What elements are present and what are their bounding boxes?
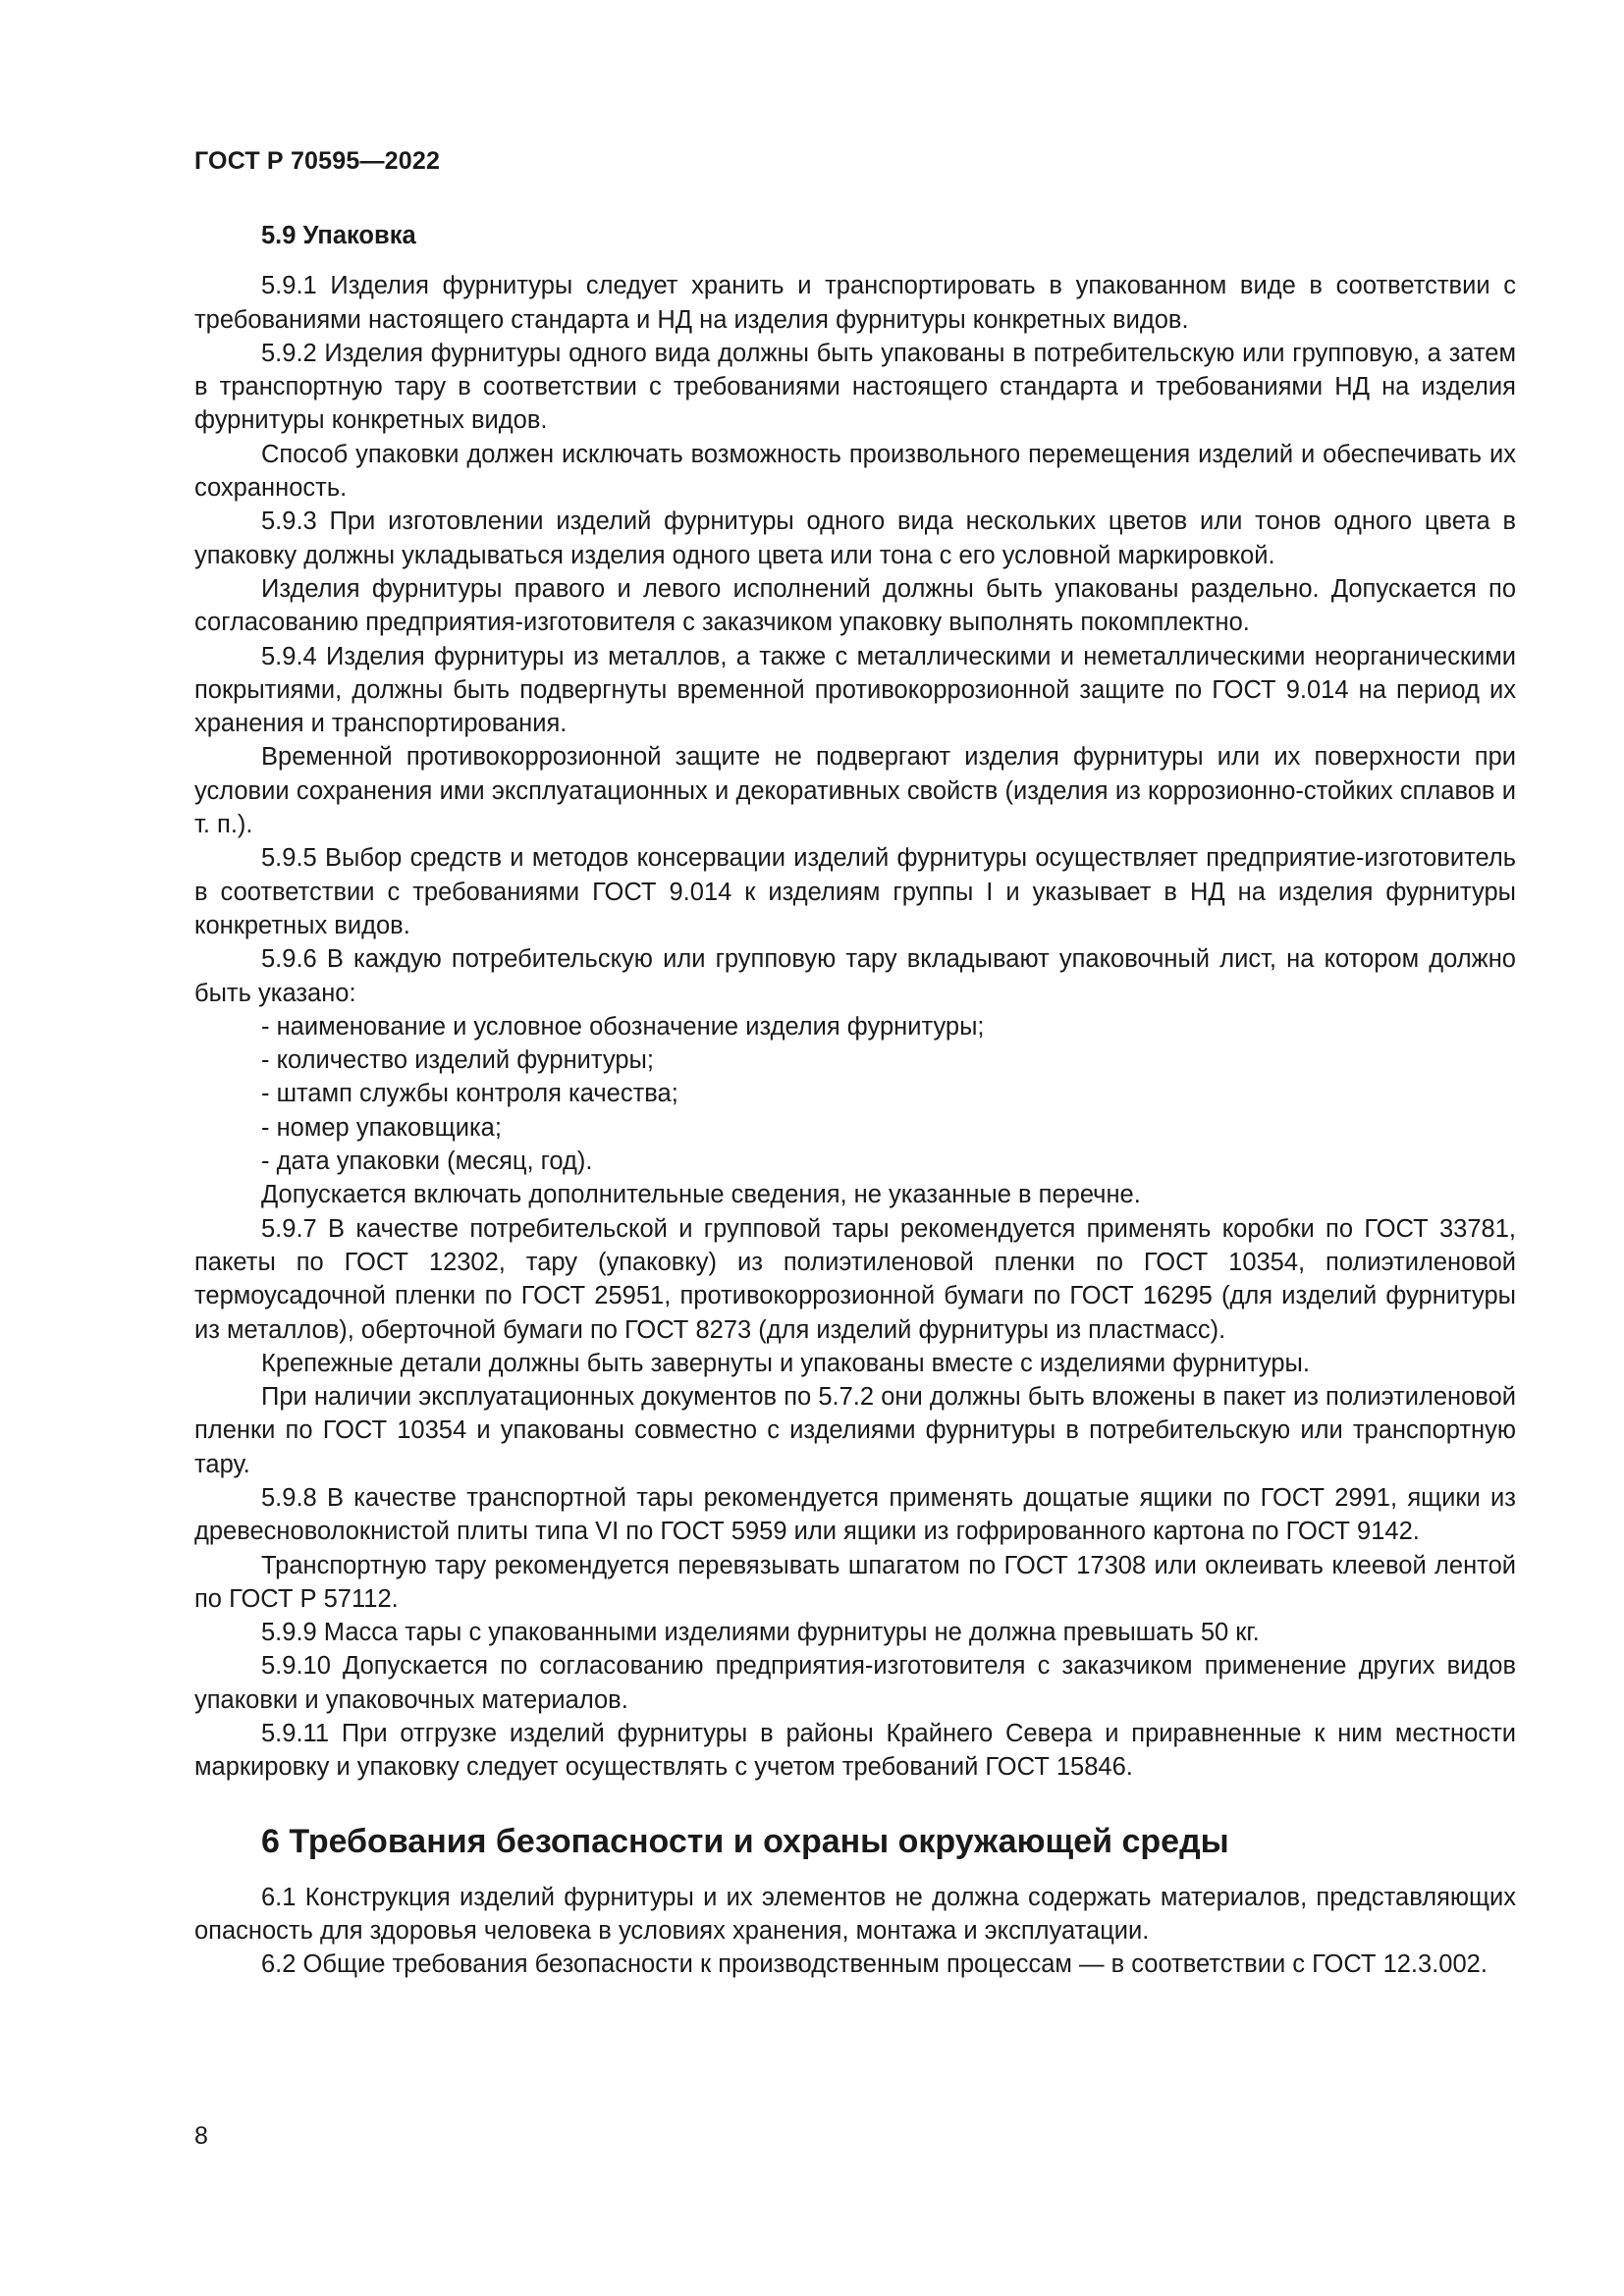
paragraph: Способ упаковки должен исключать возможность произвольного перемещения изделий и обеспечивать их сохранность. xyxy=(194,440,1516,503)
page-content xyxy=(194,219,1516,1982)
paragraph: 5.9.7 В качестве потребительской и групповой тары рекомендуется применять коробки по ГОСТ 33781, пакеты по ГОСТ 12302, тару (упаковку) из полиэтиленовой пленки по ГОСТ 10354, полиэтиленовой термоусадочной пленки по ГОСТ 25951, противокоррозионной бумаги по ГОСТ 16295 (для изделий фурнитуры из металлов), оберточной бумаги по ГОСТ 8273 (для изделий фурнитуры из пластмасс). xyxy=(194,1214,1516,1344)
section-5-9-body xyxy=(194,269,1516,1784)
paragraph: 6.2 Общие требования безопасности к производственным процессам — в соответствии с ГОСТ 12.3.002. xyxy=(261,1950,1488,1979)
paragraph: 5.9.6 В каждую потребительскую или групповую тару вкладывают упаковочный лист, на котором должно быть указано: xyxy=(194,945,1516,1007)
paragraph: 5.9.2 Изделия фурнитуры одного вида должны быть упакованы в потребительскую или групповую, а затем в транспортную тару в соответствии с требованиями настоящего стандарта и требованиями НД на изделия фурнитуры конкретных видов. xyxy=(194,339,1516,435)
paragraph: 5.9.8 В качестве транспортной тары рекомендуется применять дощатые ящики по ГОСТ 2991, ящики из древесноволокнистой плиты типа VI по ГОСТ 5959 или ящики из гофрированного картона по ГОСТ 9142. xyxy=(194,1483,1516,1546)
page-number: 8 xyxy=(194,2122,208,2150)
paragraph: При наличии эксплуатационных документов по 5.7.2 они должны быть вложены в пакет из полиэтиленовой пленки по ГОСТ 10354 и упакованы совместно с изделиями фурнитуры в потребительскую или транспортную тару. xyxy=(194,1383,1516,1478)
paragraph: Крепежные детали должны быть завернуты и упакованы вместе с изделиями фурнитуры. xyxy=(261,1349,1310,1377)
paragraph: 5.9.3 При изготовлении изделий фурнитуры одного вида нескольких цветов или тонов одного цвета в упаковку должны укладываться изделия одного цвета или тона с его условной маркировкой. xyxy=(194,507,1516,569)
paragraph: Изделия фурнитуры правого и левого исполнений должны быть упакованы раздельно. Допускается по согласованию предприятия-изготовителя с заказчиком упаковку выполнять покомплектно. xyxy=(194,574,1516,637)
paragraph: Временной противокоррозионной защите не подвергают изделия фурнитуры или их поверхности при условии сохранения ими эксплуатационных и декоративных свойств (изделия из коррозионно-стойких сплавов и т. п.). xyxy=(194,743,1516,839)
paragraph: 5.9.9 Масса тары с упакованными изделиями фурнитуры не должна превышать 50 кг. xyxy=(261,1619,1260,1647)
section-6-title: 6 Требования безопасности и охраны окружающей среды xyxy=(261,1822,1229,1860)
section-6-body xyxy=(194,1881,1516,1982)
section-5-9-title: 5.9 Упаковка xyxy=(261,222,416,249)
paragraph: 5.9.5 Выбор средств и методов консервации изделий фурнитуры осуществляет предприятие-изготовитель в соответствии с требованиями ГОСТ 9.014 к изделиям группы I и указывает в НД на изделия фурнитуры конкретных видов. xyxy=(194,844,1516,939)
paragraph: 6.1 Конструкция изделий фурнитуры и их элементов не должна содержать материалов, представляющих опасность для здоровья человека в условиях хранения, монтажа и эксплуатации. xyxy=(194,1883,1516,1945)
paragraph: 5.9.10 Допускается по согласованию предприятия-изготовителя с заказчиком применение других видов упаковки и упаковочных материалов. xyxy=(194,1652,1516,1714)
list-item: - дата упаковки (месяц, год). xyxy=(261,1148,593,1176)
paragraph: 5.9.11 При отгрузке изделий фурнитуры в районы Крайнего Севера и приравненные к ним местности маркировку и упаковку следует осуществлять с учетом требований ГОСТ 15846. xyxy=(194,1720,1516,1782)
document-header-id: ГОСТ Р 70595—2022 xyxy=(194,147,441,175)
paragraph: Транспортную тару рекомендуется перевязывать шпагатом по ГОСТ 17308 или оклеивать клеевой лентой по ГОСТ Р 57112. xyxy=(194,1551,1516,1613)
paragraph: 5.9.1 Изделия фурнитуры следует хранить и транспортировать в упакованном виде в соответствии с требованиями настоящего стандарта и НД на изделия фурнитуры конкретных видов. xyxy=(194,272,1516,334)
paragraph: 5.9.4 Изделия фурнитуры из металлов, а также с металлическими и неметаллическими неорганическими покрытиями, должны быть подвергнуты временной противокоррозионной защите по ГОСТ 9.014 на период их хранения и транспортирования. xyxy=(194,642,1516,738)
list-item: - штамп службы контроля качества; xyxy=(261,1080,678,1108)
paragraph: Допускается включать дополнительные сведения, не указанные в перечне. xyxy=(261,1181,1141,1209)
list-item: - номер упаковщика; xyxy=(261,1113,502,1142)
list-item: - наименование и условное обозначение изделия фурнитуры; xyxy=(261,1012,985,1041)
list-item: - количество изделий фурнитуры; xyxy=(261,1046,654,1075)
